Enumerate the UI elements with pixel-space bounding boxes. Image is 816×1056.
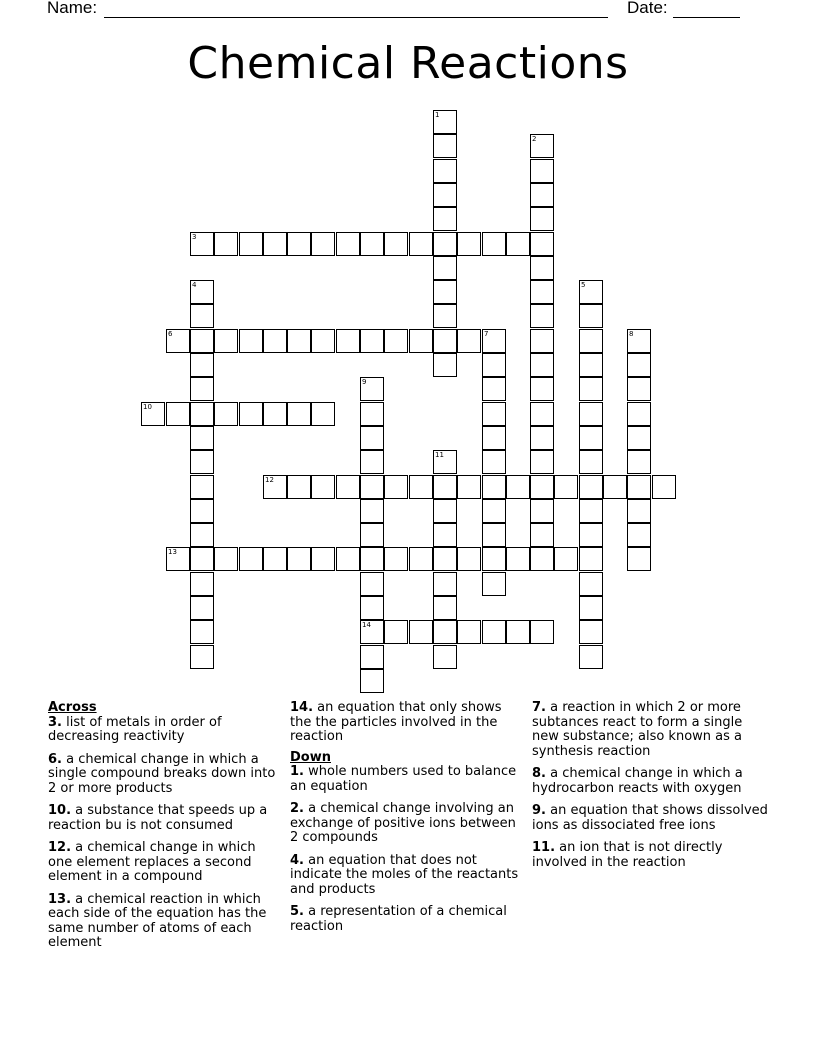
grid-cell[interactable] xyxy=(530,134,554,158)
grid-cell[interactable] xyxy=(506,547,530,571)
grid-cell[interactable] xyxy=(190,353,214,377)
grid-cell[interactable] xyxy=(360,523,384,547)
cell-number: 3 xyxy=(192,233,197,241)
grid-cell[interactable] xyxy=(579,620,603,644)
grid-cell[interactable] xyxy=(457,620,481,644)
grid-cell[interactable] xyxy=(360,402,384,426)
clue-8 xyxy=(532,767,772,796)
clue-text: a chemical reaction in which each side of the equation has the same number of atoms of each element xyxy=(48,891,267,950)
grid-cell[interactable] xyxy=(627,353,651,377)
grid-cell[interactable] xyxy=(287,329,311,353)
clue-13 xyxy=(48,893,280,951)
grid-cell[interactable] xyxy=(384,547,408,571)
grid-cell[interactable] xyxy=(263,547,287,571)
grid-cell[interactable] xyxy=(166,402,190,426)
cell-number: 7 xyxy=(484,330,489,338)
grid-cell[interactable] xyxy=(311,329,335,353)
clue-number: 5. xyxy=(290,904,304,919)
cell-number: 5 xyxy=(581,281,586,289)
grid-cell[interactable] xyxy=(214,547,238,571)
grid-cell[interactable] xyxy=(457,329,481,353)
grid-cell[interactable] xyxy=(287,475,311,499)
grid-cell[interactable] xyxy=(190,304,214,328)
clue-2 xyxy=(290,802,522,846)
clue-9 xyxy=(532,804,772,833)
grid-cell[interactable] xyxy=(433,159,457,183)
clue-number: 10. xyxy=(48,803,72,818)
grid-cell[interactable] xyxy=(627,547,651,571)
clue-11 xyxy=(532,841,772,870)
grid-cell[interactable] xyxy=(433,620,457,644)
grid-cell[interactable] xyxy=(360,377,384,401)
grid-cell[interactable] xyxy=(627,450,651,474)
grid-cell[interactable] xyxy=(627,523,651,547)
clue-text: a substance that speeds up a reaction bu is not consumed xyxy=(48,803,268,833)
grid-cell[interactable] xyxy=(409,232,433,256)
grid-cell[interactable] xyxy=(530,377,554,401)
grid-cell[interactable] xyxy=(360,499,384,523)
grid-cell[interactable] xyxy=(579,572,603,596)
grid-cell[interactable] xyxy=(360,426,384,450)
grid-cell[interactable] xyxy=(482,547,506,571)
grid-cell[interactable] xyxy=(554,547,578,571)
cell-number: 12 xyxy=(265,476,274,484)
grid-cell[interactable] xyxy=(433,572,457,596)
grid-cell[interactable] xyxy=(190,329,214,353)
clue-text: a reaction in which 2 or more subtances react to form a single new substance; also known as a synthesis reaction xyxy=(532,700,743,759)
grid-cell[interactable] xyxy=(384,232,408,256)
grid-cell[interactable] xyxy=(506,620,530,644)
grid-cell[interactable] xyxy=(506,475,530,499)
clue-number: 7. xyxy=(532,700,546,715)
grid-cell[interactable] xyxy=(239,402,263,426)
grid-cell[interactable] xyxy=(530,402,554,426)
grid-cell[interactable] xyxy=(530,207,554,231)
page-title: Chemical Reactions xyxy=(187,38,629,89)
grid-cell[interactable] xyxy=(360,232,384,256)
grid-cell[interactable] xyxy=(384,475,408,499)
grid-cell[interactable] xyxy=(287,547,311,571)
grid-cell[interactable] xyxy=(530,159,554,183)
clue-number: 4. xyxy=(290,852,304,868)
clue-number: 3. xyxy=(48,714,62,730)
grid-cell[interactable] xyxy=(482,620,506,644)
clue-number: 9. xyxy=(532,803,546,818)
grid-cell[interactable] xyxy=(190,523,214,547)
grid-cell[interactable] xyxy=(360,547,384,571)
grid-cell[interactable] xyxy=(214,402,238,426)
clue-10 xyxy=(48,804,280,833)
grid-cell[interactable] xyxy=(360,620,384,644)
clue-3 xyxy=(48,716,280,745)
clue-number: 11. xyxy=(532,840,556,855)
clue-number: 2. xyxy=(290,801,304,816)
grid-cell[interactable] xyxy=(579,353,603,377)
grid-cell[interactable] xyxy=(627,426,651,450)
grid-cell[interactable] xyxy=(287,402,311,426)
date-label: Date: xyxy=(627,0,668,17)
clue-text: a chemical change in which one element replaces a second element in a compound xyxy=(48,840,256,884)
grid-cell[interactable] xyxy=(190,547,214,571)
grid-cell[interactable] xyxy=(190,499,214,523)
grid-cell[interactable] xyxy=(263,475,287,499)
grid-cell[interactable] xyxy=(239,329,263,353)
grid-cell[interactable] xyxy=(311,402,335,426)
clue-number: 1. xyxy=(290,764,304,779)
grid-cell[interactable] xyxy=(457,232,481,256)
grid-cell[interactable] xyxy=(530,426,554,450)
grid-cell[interactable] xyxy=(482,329,506,353)
grid-cell[interactable] xyxy=(263,232,287,256)
grid-cell[interactable] xyxy=(482,377,506,401)
clue-5 xyxy=(290,905,522,934)
clue-6 xyxy=(48,753,280,797)
grid-cell[interactable] xyxy=(433,450,457,474)
grid-cell[interactable] xyxy=(579,426,603,450)
grid-cell[interactable] xyxy=(433,207,457,231)
grid-cell[interactable] xyxy=(190,426,214,450)
grid-cell[interactable] xyxy=(579,645,603,669)
grid-cell[interactable] xyxy=(433,304,457,328)
grid-cell[interactable] xyxy=(190,280,214,304)
grid-cell[interactable] xyxy=(190,450,214,474)
grid-cell[interactable] xyxy=(433,280,457,304)
grid-cell[interactable] xyxy=(360,645,384,669)
grid-cell[interactable] xyxy=(190,402,214,426)
cell-number: 13 xyxy=(168,548,177,556)
clue-text: list of metals in order of decreasing reactivity xyxy=(48,714,222,744)
clue-number: 8. xyxy=(532,766,546,781)
grid-cell[interactable] xyxy=(433,353,457,377)
cell-number: 14 xyxy=(362,621,371,629)
grid-cell[interactable] xyxy=(652,475,676,499)
grid-cell[interactable] xyxy=(530,499,554,523)
grid-cell[interactable] xyxy=(627,475,651,499)
grid-cell[interactable] xyxy=(360,572,384,596)
grid-cell[interactable] xyxy=(433,183,457,207)
grid-cell[interactable] xyxy=(433,499,457,523)
grid-cell[interactable] xyxy=(190,572,214,596)
grid-cell[interactable] xyxy=(530,353,554,377)
grid-cell[interactable] xyxy=(433,256,457,280)
cell-number: 11 xyxy=(435,451,444,459)
clue-number: 13. xyxy=(48,891,72,907)
grid-cell[interactable] xyxy=(409,620,433,644)
clues-column-1 xyxy=(48,701,280,959)
grid-cell[interactable] xyxy=(360,475,384,499)
grid-cell[interactable] xyxy=(579,596,603,620)
grid-cell[interactable] xyxy=(530,329,554,353)
cell-number: 9 xyxy=(362,378,367,386)
clue-7 xyxy=(532,701,772,759)
grid-cell[interactable] xyxy=(579,402,603,426)
grid-cell[interactable] xyxy=(214,329,238,353)
cell-number: 2 xyxy=(532,135,537,143)
clue-text: a chemical change involving an exchange of positive ions between 2 compounds xyxy=(290,801,516,845)
grid-cell[interactable] xyxy=(482,402,506,426)
grid-cell[interactable] xyxy=(433,134,457,158)
clues-column-2 xyxy=(290,701,522,942)
clue-4 xyxy=(290,854,522,898)
grid-cell[interactable] xyxy=(190,596,214,620)
grid-cell[interactable] xyxy=(311,232,335,256)
clue-text: an equation that only shows the the particles involved in the reaction xyxy=(290,700,502,744)
grid-cell[interactable] xyxy=(506,232,530,256)
grid-cell[interactable] xyxy=(141,402,165,426)
cell-number: 4 xyxy=(192,281,197,289)
cell-number: 6 xyxy=(168,330,173,338)
clue-text: an equation that shows dissolved ions as dissociated free ions xyxy=(532,803,768,833)
grid-cell[interactable] xyxy=(579,280,603,304)
grid-cell[interactable] xyxy=(336,329,360,353)
grid-cell[interactable] xyxy=(579,304,603,328)
grid-cell[interactable] xyxy=(409,547,433,571)
grid-cell[interactable] xyxy=(482,426,506,450)
grid-cell[interactable] xyxy=(482,353,506,377)
grid-cell[interactable] xyxy=(457,475,481,499)
clue-12 xyxy=(48,841,280,885)
grid-cell[interactable] xyxy=(579,329,603,353)
clue-number: 14. xyxy=(290,700,314,715)
grid-cell[interactable] xyxy=(433,232,457,256)
grid-cell[interactable] xyxy=(530,232,554,256)
grid-cell[interactable] xyxy=(336,475,360,499)
grid-cell[interactable] xyxy=(166,547,190,571)
clue-number: 12. xyxy=(48,840,72,855)
grid-cell[interactable] xyxy=(457,547,481,571)
grid-cell[interactable] xyxy=(336,232,360,256)
grid-cell[interactable] xyxy=(433,596,457,620)
grid-cell[interactable] xyxy=(433,523,457,547)
down-heading: Down xyxy=(290,749,331,765)
grid-cell[interactable] xyxy=(433,110,457,134)
cell-number: 10 xyxy=(143,403,152,411)
grid-cell[interactable] xyxy=(530,450,554,474)
grid-cell[interactable] xyxy=(627,329,651,353)
grid-cell[interactable] xyxy=(579,377,603,401)
grid-cell[interactable] xyxy=(409,329,433,353)
grid-cell[interactable] xyxy=(482,475,506,499)
clue-text: a chemical change in which a hydrocarbon reacts with oxygen xyxy=(532,766,743,796)
grid-cell[interactable] xyxy=(384,329,408,353)
clue-text: a representation of a chemical reaction xyxy=(290,904,507,934)
grid-cell[interactable] xyxy=(433,475,457,499)
grid-cell[interactable] xyxy=(433,329,457,353)
grid-cell[interactable] xyxy=(166,329,190,353)
grid-cell[interactable] xyxy=(360,596,384,620)
grid-cell[interactable] xyxy=(190,620,214,644)
grid-cell[interactable] xyxy=(530,523,554,547)
grid-cell[interactable] xyxy=(530,304,554,328)
clue-text: an ion that is not directly involved in the reaction xyxy=(532,840,723,870)
grid-cell[interactable] xyxy=(482,499,506,523)
clue-number: 6. xyxy=(48,751,62,767)
grid-cell[interactable] xyxy=(530,256,554,280)
grid-cell[interactable] xyxy=(579,475,603,499)
clue-text: whole numbers used to balance an equation xyxy=(290,764,517,794)
grid-cell[interactable] xyxy=(239,547,263,571)
grid-cell[interactable] xyxy=(579,523,603,547)
grid-cell[interactable] xyxy=(384,620,408,644)
grid-cell[interactable] xyxy=(482,523,506,547)
grid-cell[interactable] xyxy=(263,329,287,353)
grid-cell[interactable] xyxy=(482,572,506,596)
grid-cell[interactable] xyxy=(530,280,554,304)
cell-number: 1 xyxy=(435,111,440,119)
grid-cell[interactable] xyxy=(409,475,433,499)
grid-cell[interactable] xyxy=(579,547,603,571)
grid-cell[interactable] xyxy=(530,547,554,571)
clue-text: a chemical change in which a single compound breaks down into 2 or more products xyxy=(48,751,276,796)
clue-14 xyxy=(290,701,522,745)
cell-number: 8 xyxy=(629,330,634,338)
grid-cell[interactable] xyxy=(360,669,384,693)
grid-cell[interactable] xyxy=(360,329,384,353)
across-heading: Across xyxy=(48,700,97,715)
grid-cell[interactable] xyxy=(627,402,651,426)
grid-cell[interactable] xyxy=(482,450,506,474)
grid-cell[interactable] xyxy=(190,645,214,669)
grid-cell[interactable] xyxy=(190,232,214,256)
clue-1 xyxy=(290,765,522,794)
grid-cell[interactable] xyxy=(530,475,554,499)
clue-text: an equation that does not indicate the moles of the reactants and products xyxy=(290,852,519,897)
grid-cell[interactable] xyxy=(579,450,603,474)
grid-cell[interactable] xyxy=(287,232,311,256)
grid-cell[interactable] xyxy=(311,475,335,499)
grid-cell[interactable] xyxy=(554,475,578,499)
grid-cell[interactable] xyxy=(239,232,263,256)
grid-cell[interactable] xyxy=(263,402,287,426)
grid-cell[interactable] xyxy=(433,547,457,571)
grid-cell[interactable] xyxy=(433,645,457,669)
grid-cell[interactable] xyxy=(214,232,238,256)
grid-cell[interactable] xyxy=(579,499,603,523)
grid-cell[interactable] xyxy=(530,620,554,644)
grid-cell[interactable] xyxy=(627,499,651,523)
grid-cell[interactable] xyxy=(190,475,214,499)
grid-cell[interactable] xyxy=(482,232,506,256)
clues-column-3 xyxy=(532,701,772,878)
grid-cell[interactable] xyxy=(360,450,384,474)
grid-cell[interactable] xyxy=(336,547,360,571)
name-label: Name: xyxy=(47,0,98,17)
grid-cell[interactable] xyxy=(530,183,554,207)
grid-cell[interactable] xyxy=(627,377,651,401)
grid-cell[interactable] xyxy=(311,547,335,571)
grid-cell[interactable] xyxy=(603,475,627,499)
grid-cell[interactable] xyxy=(190,377,214,401)
